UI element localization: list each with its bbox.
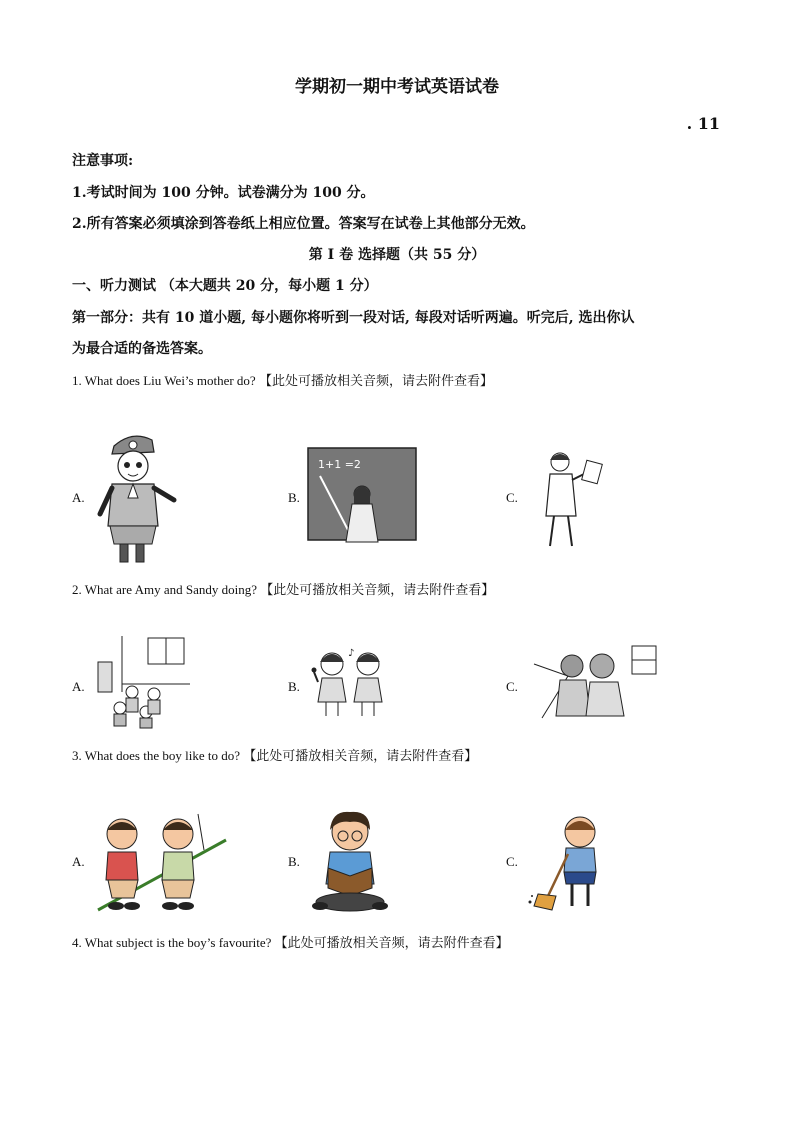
girls-chatting-illustration: [528, 644, 658, 720]
q2-option-a-label: A.: [72, 679, 85, 694]
boy-sweeping-illustration: [526, 810, 610, 914]
q1-option-b-label: B.: [288, 490, 300, 505]
boys-fishing-illustration: [94, 810, 230, 914]
children-in-classroom-illustration: [94, 632, 190, 730]
exam-date: . 11: [686, 114, 720, 133]
note-item-2: 2.所有答案必须填涂到答卷纸上相应位置。答案写在试卷上其他部分无效。: [72, 216, 535, 232]
q2-option-c-label: C.: [506, 679, 518, 694]
q1-option-a-label: A.: [72, 490, 85, 505]
note-item-1: 1.考试时间为 100 分钟。试卷满分为 100 分。: [72, 185, 375, 201]
q1-option-c-label: C.: [506, 490, 518, 505]
question-2: 2. What are Amy and Sandy doing? 【此处可播放相关音频，请去附件查看】: [72, 582, 495, 597]
instruction-line-2: 为最合适的备选答案。: [72, 341, 212, 357]
q2-option-b-label: B.: [288, 679, 300, 694]
svg-text:♪: ♪: [348, 648, 355, 659]
girls-singing-illustration: [308, 646, 394, 718]
question-1: 1. What does Liu Wei’s mother do? 【此处可播放相关音频，请去附件查看】: [72, 373, 493, 388]
exam-title: 学期初一期中考试英语试卷: [295, 77, 499, 97]
q3-option-b-label: B.: [288, 854, 300, 869]
part-title: 一、听力测试 （本大题共 20 分，每小题 1 分）: [72, 278, 378, 294]
blackboard-text: 1+1 =2: [318, 458, 361, 471]
teacher-at-blackboard-illustration: [306, 446, 418, 544]
question-4: 4. What subject is the boy’s favourite? 【此处可播放相关音频，请去附件查看】: [72, 935, 509, 950]
q3-option-c-label: C.: [506, 854, 518, 869]
notes-heading: 注意事项:: [72, 153, 134, 169]
policewoman-illustration: [92, 428, 180, 568]
section-title: 第 I 卷 选择题（共 55 分）: [308, 247, 486, 263]
doctor-illustration: [540, 446, 608, 550]
question-3: 3. What does the boy like to do? 【此处可播放相关音频，请去附件查看】: [72, 748, 478, 763]
q3-option-a-label: A.: [72, 854, 85, 869]
instruction-line-1: 第一部分：共有 10 道小题, 每小题你将听到一段对话, 每段对话听两遍。听完后, 选出你认: [72, 310, 635, 326]
boy-reading-illustration: [310, 808, 390, 914]
